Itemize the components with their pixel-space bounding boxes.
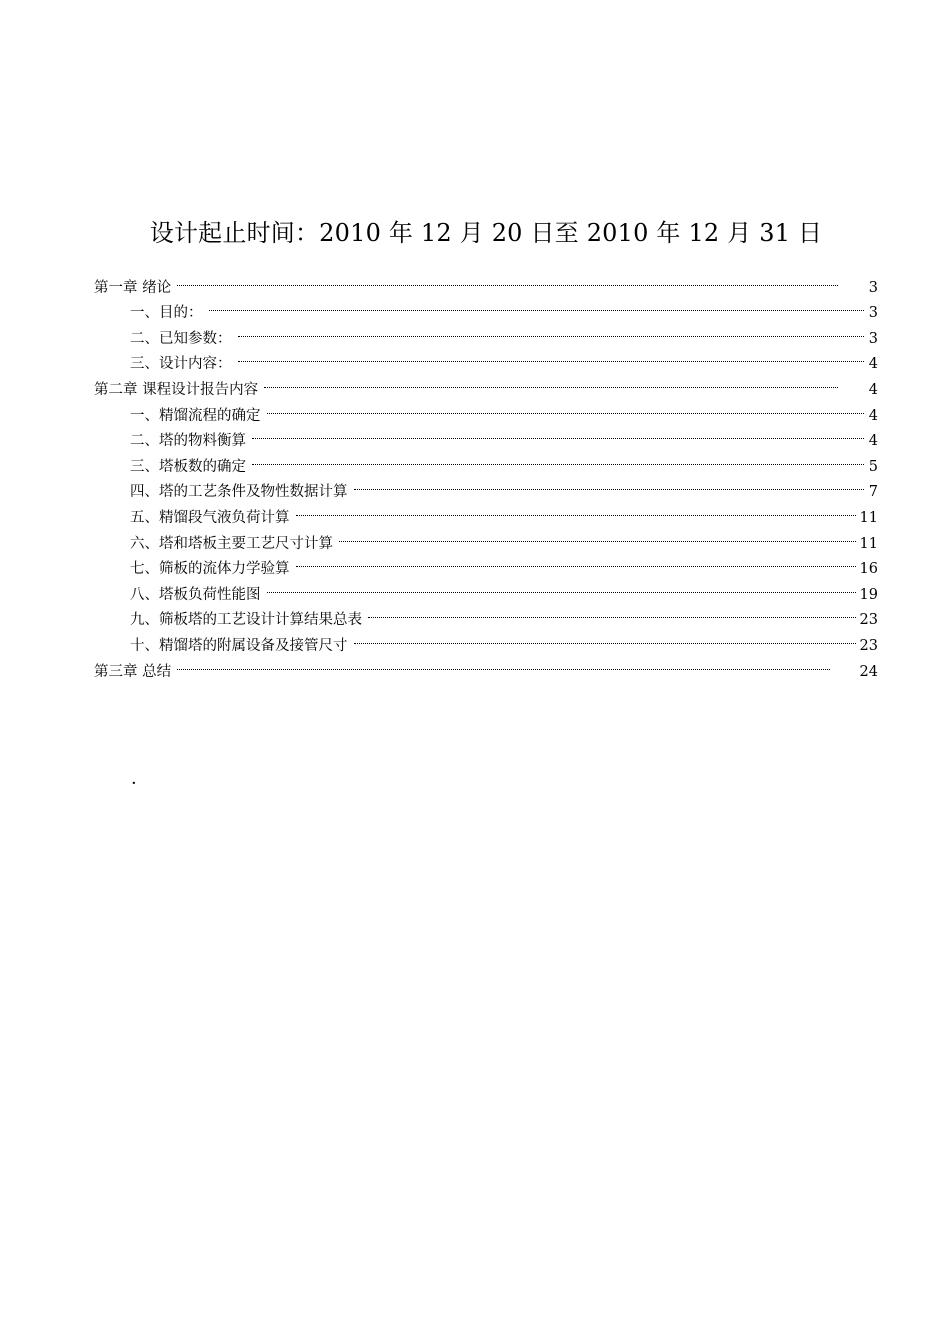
toc-dot-leader [252,445,864,471]
toc-page-number: 7 [868,484,878,501]
toc-entry-label: 三、塔板数的确定 [130,458,246,475]
toc-dot-leader [177,266,838,292]
toc-entry-label: 二、已知参数： [130,330,232,347]
toc-page-number: 16 [859,561,878,578]
toc-page-number: 11 [859,509,878,526]
toc-page-number: 4 [868,433,878,450]
toc-dot-leader [296,548,856,574]
toc-entry-label: 五、精馏段气液负荷计算 [130,509,290,526]
toc-entry-label: 一、目的： [130,305,203,322]
toc-page-number: 3 [868,330,878,347]
toc-dot-leader [339,522,856,548]
table-of-contents [94,266,880,680]
toc-entry-label: 七、筛板的流体力学验算 [130,561,290,578]
stray-dot: · [131,773,137,794]
toc-page-number: 4 [868,381,878,398]
toc-entry-label: 第二章 课程设计报告内容 [94,381,259,398]
toc-entry-label: 四、塔的工艺条件及物性数据计算 [130,484,348,501]
toc-page-number: 19 [859,586,878,603]
toc-entry-label: 第一章 绪论 [94,279,172,296]
toc-entry-label: 三、设计内容： [130,356,232,373]
toc-dot-leader [264,368,838,394]
toc-page-number: 5 [868,458,878,475]
toc-entry-label: 十、精馏塔的附属设备及接管尺寸 [130,637,348,654]
toc-dot-leader [209,292,865,318]
toc-entry-label: 第三章 总结 [94,663,172,680]
toc-chapter-entry[interactable] [94,266,880,296]
toc-dot-leader [177,650,829,676]
toc-section-entry[interactable] [94,317,880,347]
toc-entry-label: 六、塔和塔板主要工艺尺寸计算 [130,535,333,552]
toc-entry-label: 一、精馏流程的确定 [130,407,261,424]
toc-dot-leader [354,471,865,497]
toc-page-number: 4 [868,407,878,424]
toc-dot-leader [296,496,856,522]
toc-dot-leader [368,599,856,625]
toc-entry-label: 九、筛板塔的工艺设计计算结果总表 [130,612,362,629]
toc-chapter-entry[interactable] [94,650,880,680]
toc-page-number: 3 [868,305,878,322]
toc-entry-label: 二、塔的物料衡算 [130,433,246,450]
toc-dot-leader [252,420,864,446]
toc-page-number: 4 [868,356,878,373]
toc-dot-leader [354,624,856,650]
toc-dot-leader [238,343,865,369]
toc-dot-leader [238,317,865,343]
toc-section-entry[interactable] [94,292,880,322]
toc-page-number: 23 [859,637,878,654]
toc-dot-leader [267,573,856,599]
toc-page-number: 11 [859,535,878,552]
toc-page-number: 23 [859,612,878,629]
toc-entry-label: 八、塔板负荷性能图 [130,586,261,603]
toc-page-number: 3 [868,279,878,296]
toc-dot-leader [267,394,865,420]
page-title: 设计起止时间：2010 年 12 月 20 日至 2010 年 12 月 31 日 [149,219,823,247]
toc-page-number: 24 [859,663,878,680]
